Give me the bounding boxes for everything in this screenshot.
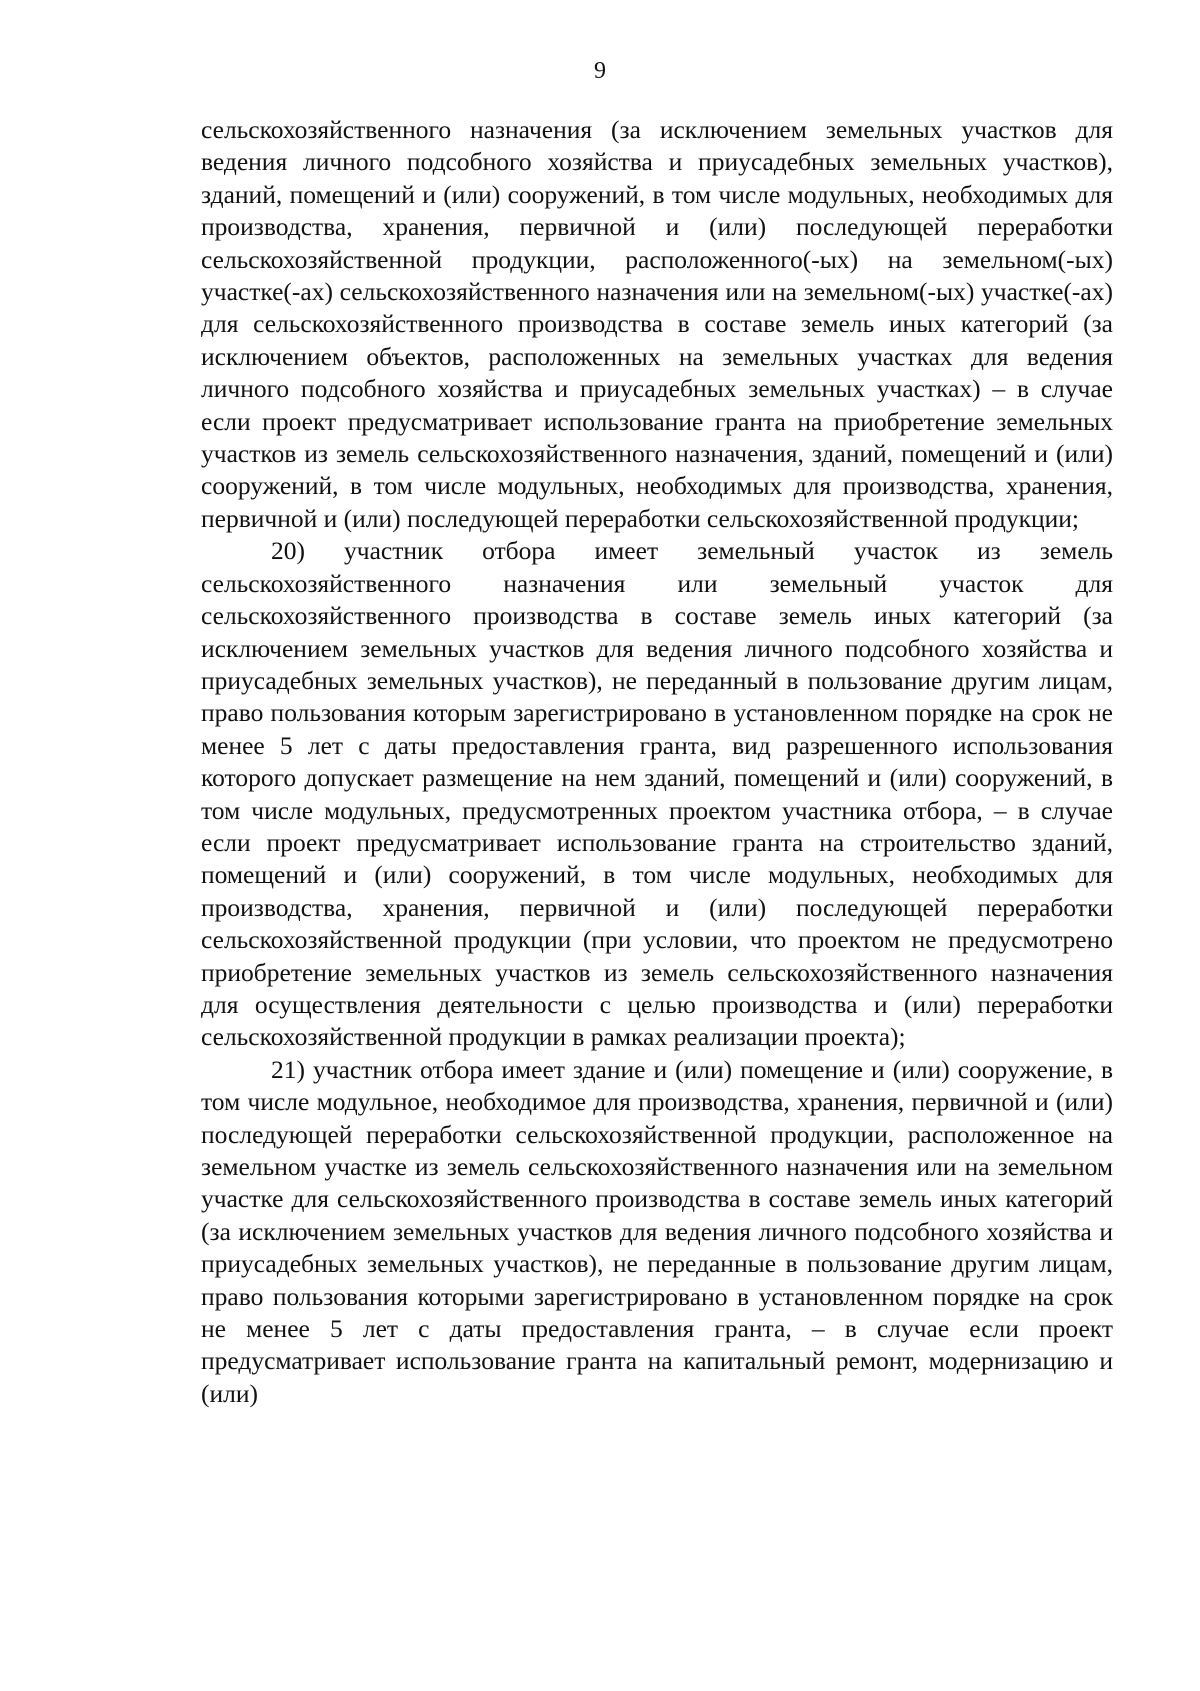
- document-body: [201, 114, 1113, 1410]
- paragraph-item-20: 20) участник отбора имеет земельный участок из земель сельскохозяйственного назначения или земельный участок для сельскохозяйственного производства в составе земель иных категорий (за исключением земельных участков для ведения личного подсобного хозяйства и приусадебных земельных участков), не переданный в пользование другим лицам, право пользования которым зарегистрировано в установленном порядке на срок не менее 5 лет с даты предоставления гранта, вид разрешенного использования которого допускает размещение на нем зданий, помещений и (или) сооружений, в том числе модульных, предусмотренных проектом участника отбора, – в случае если проект предусматривает использование гранта на строительство зданий, помещений и (или) сооружений, в том числе модульных, необходимых для производства, хранения, первичной и (или) последующей переработки сельскохозяйственной продукции (при условии, что проектом не предусмотрено приобретение земельных участков из земель сельскохозяйственного назначения для осуществления деятельности с целью производства и (или) переработки сельскохозяйственной продукции в рамках реализации проекта);: [201, 536, 1113, 1052]
- page-number: 9: [594, 58, 606, 84]
- paragraph-continuation: сельскохозяйственного назначения (за исключением земельных участков для ведения личного подсобного хозяйства и приусадебных земельных участков), зданий, помещений и (или) сооружений, в том числе модульных, необходимых для производства, хранения, первичной и (или) последующей переработки сельскохозяйственной продукции, расположенного(-ых) на земельном(-ых) участке(-ах) сельскохозяйственного назначения или на земельном(-ых) участке(-ах) для сельскохозяйственного производства в составе земель иных категорий (за исключением объектов, расположенных на земельных участках для ведения личного подсобного хозяйства и приусадебных земельных участках) – в случае если проект предусматривает использование гранта на приобретение земельных участков из земель сельскохозяйственного назначения, зданий, помещений и (или) сооружений, в том числе модульных, необходимых для производства, хранения, первичной и (или) последующей переработки сельскохозяйственной продукции;: [201, 115, 1113, 533]
- paragraph-item-21: 21) участник отбора имеет здание и (или) помещение и (или) сооружение, в том числе модульное, необходимое для производства, хранения, первичной и (или) последующей переработки сельскохозяйственной продукции, расположенное на земельном участке из земель сельскохозяйственного назначения или на земельном участке для сельскохозяйственного производства в составе земель иных категорий (за исключением земельных участков для ведения личного подсобного хозяйства и приусадебных земельных участков), не переданные в пользование другим лицам, право пользования которыми зарегистрировано в установленном порядке на срок не менее 5 лет с даты предоставления гранта, – в случае если проект предусматривает использование гранта на капитальный ремонт, модернизацию и (или): [201, 1054, 1113, 1408]
